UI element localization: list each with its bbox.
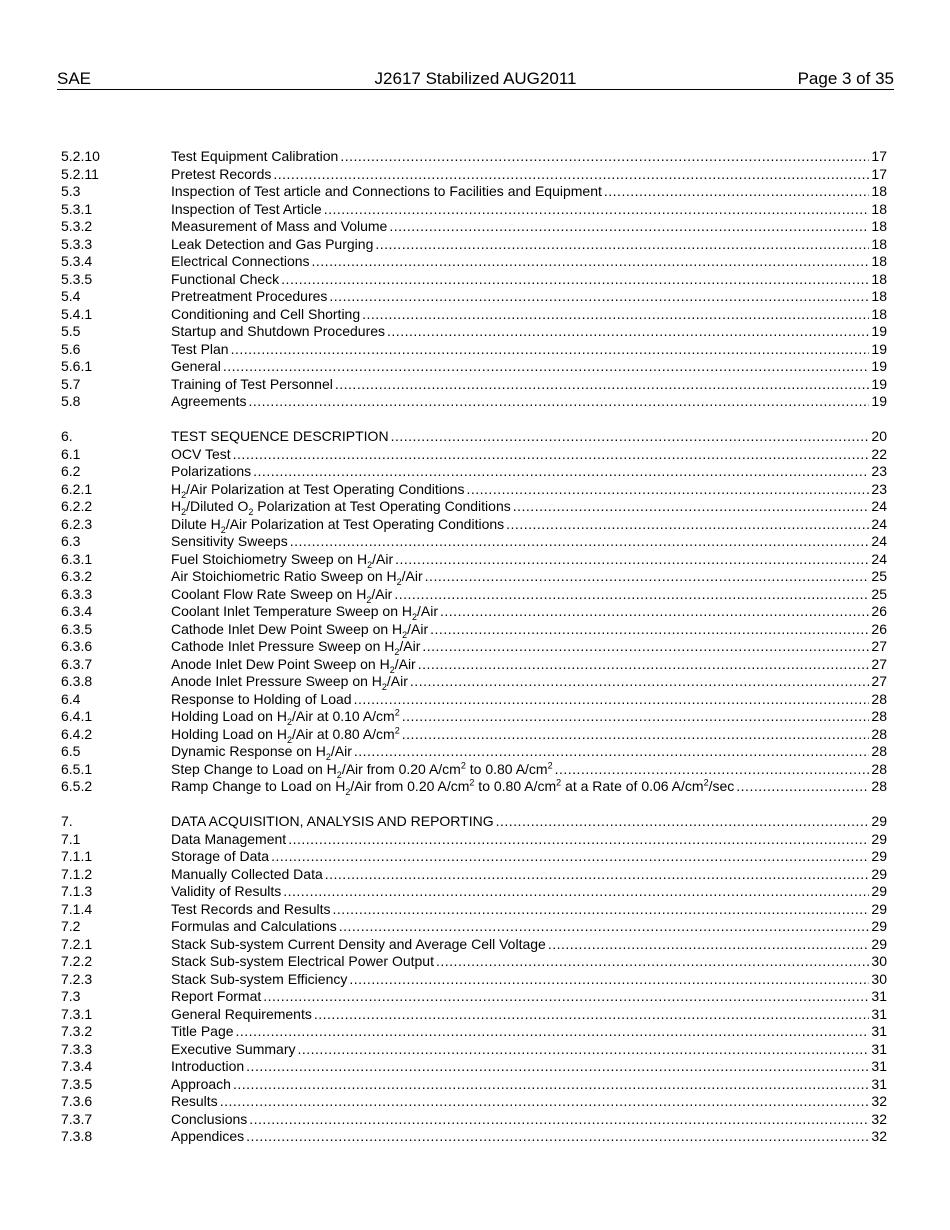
toc-entry-number: 7.1.4 <box>61 900 93 917</box>
dot-leader <box>436 953 869 971</box>
toc-entry-page: 32 <box>871 1110 887 1127</box>
dot-leader <box>362 306 869 324</box>
toc-entry-title: Step Change to Load on $H_2$/Air from 0.20 $A/cm^2$ to 0.80 $A/cm^2$ <box>171 759 553 780</box>
toc-entry-number: 6.2.2 <box>61 498 93 514</box>
dot-leader <box>281 271 869 289</box>
dot-leader <box>394 586 869 604</box>
toc-entry[interactable] <box>61 813 887 831</box>
dot-leader <box>283 883 869 901</box>
toc-entry-page: 28 <box>871 708 887 724</box>
dot-leader <box>513 498 870 516</box>
dot-leader <box>324 201 870 219</box>
toc-entry-page: 19 <box>871 393 887 409</box>
toc-entry-number: 5.3.2 <box>61 218 93 234</box>
toc-entry[interactable] <box>61 1128 887 1146</box>
toc-entry-number: 7.2 <box>61 918 81 934</box>
dot-leader <box>246 1058 869 1076</box>
toc-entry-title: Cathode Inlet Dew Point Sweep on $H_2$/Air <box>171 620 429 640</box>
toc-entry[interactable] <box>61 288 887 306</box>
toc-entry[interactable] <box>61 306 887 324</box>
toc-entry-page: 31 <box>871 1075 887 1092</box>
toc-entry[interactable] <box>61 393 887 411</box>
toc-entry-number: 7.3.8 <box>61 1128 93 1144</box>
dot-leader <box>496 813 870 831</box>
toc-entry[interactable] <box>61 183 887 201</box>
toc-entry-page: 18 <box>871 183 887 199</box>
toc-entry-page: 29 <box>871 865 887 882</box>
toc-entry[interactable] <box>61 446 887 464</box>
toc-entry[interactable] <box>61 271 887 289</box>
toc-entry-number: 6.2.1 <box>61 480 93 497</box>
toc-entry-number: 6. <box>61 428 73 444</box>
toc-entry[interactable] <box>61 428 887 446</box>
toc-entry-number: 5.6.1 <box>61 358 93 374</box>
toc-entry[interactable] <box>61 778 887 796</box>
toc-entry[interactable] <box>61 568 887 586</box>
toc-entry-title: Electrical Connections <box>171 253 310 269</box>
toc-entry-title: Report Format <box>171 988 262 1004</box>
dot-leader <box>333 901 870 919</box>
toc-entry-number: 7.3.7 <box>61 1110 93 1127</box>
toc-entry-title: Stack Sub-system Efficiency <box>171 970 348 987</box>
header-org: SAE <box>57 69 92 88</box>
dot-leader <box>387 323 869 341</box>
toc-entry-number: 5.8 <box>61 393 81 409</box>
toc-entry-number: 7.3.1 <box>61 1005 93 1022</box>
dot-leader <box>231 341 870 359</box>
toc-entry-number: 7.2.3 <box>61 970 93 987</box>
toc-entry-number: 7.3.6 <box>61 1093 93 1109</box>
toc-entry-title: Startup and Shutdown Procedures <box>171 323 386 339</box>
toc-entry[interactable] <box>61 691 887 709</box>
toc-entry-title: Training of Test Personnel <box>171 375 333 392</box>
toc-entry-page: 20 <box>871 428 887 444</box>
toc-entry[interactable] <box>61 831 887 849</box>
toc-entry-page: 18 <box>871 305 887 322</box>
toc-entry-title: $H_2$/Air Polarization at Test Operating Conditions <box>171 480 465 500</box>
toc-entry-number: 6.5 <box>61 743 81 759</box>
toc-entry-title: Approach <box>171 1075 231 1092</box>
toc-section <box>61 428 887 796</box>
dot-leader <box>290 533 870 551</box>
toc-entry-page: 27 <box>871 655 887 672</box>
toc-entry-title: Validity of Results <box>171 883 282 899</box>
toc-entry-title: Conclusions <box>171 1110 248 1127</box>
toc-entry-page: 31 <box>871 1023 887 1039</box>
toc-entry-number: 6.3.7 <box>61 655 93 672</box>
toc-entry[interactable] <box>61 656 887 674</box>
toc-entry-number: 7.1.2 <box>61 865 93 882</box>
header-doc-id: J2617 Stabilized AUG2011 <box>374 69 577 88</box>
toc-entry-title: Functional Check <box>171 270 280 287</box>
toc-entry[interactable] <box>61 463 887 481</box>
toc-entry-page: 17 <box>871 165 887 182</box>
dot-leader <box>349 971 869 989</box>
toc-entry-page: 29 <box>871 848 887 864</box>
toc-entry-title: Stack Sub-system Current Density and Average Cell Voltage <box>171 935 546 952</box>
toc-entry-page: 18 <box>871 288 887 304</box>
dot-leader <box>425 568 870 586</box>
dot-leader <box>391 428 870 446</box>
toc-entry-title: Conditioning and Cell Shorting <box>171 305 361 322</box>
toc-entry-number: 6.3.5 <box>61 620 93 637</box>
toc-entry-title: General Requirements <box>171 1005 312 1022</box>
toc-entry[interactable] <box>61 1023 887 1041</box>
toc-entry-number: 5.2.11 <box>61 165 99 182</box>
toc-entry[interactable] <box>61 761 887 779</box>
toc-entry[interactable] <box>61 148 887 166</box>
toc-entry[interactable] <box>61 481 887 499</box>
toc-entry[interactable] <box>61 901 887 919</box>
toc-entry[interactable] <box>61 586 887 604</box>
toc-entry-number: 7.3.5 <box>61 1075 93 1092</box>
toc-entry[interactable] <box>61 918 887 936</box>
dot-leader <box>325 866 870 884</box>
toc-entry-number: 6.4.1 <box>61 708 93 724</box>
toc-entry-number: 6.3.6 <box>61 638 93 654</box>
toc-entry-page: 30 <box>871 953 887 969</box>
toc-entry-title: OCV Test <box>171 445 231 462</box>
toc-entry-number: 6.5.1 <box>61 760 93 777</box>
toc-entry-page: 18 <box>871 253 887 269</box>
toc-entry-title: Leak Detection and Gas Purging <box>171 235 374 252</box>
toc-entry-title: Polarizations <box>171 463 252 479</box>
toc-entry-title: Measurement of Mass and Volume <box>171 218 388 234</box>
toc-entry-page: 18 <box>871 270 887 287</box>
toc-entry-page: 24 <box>871 515 887 532</box>
toc-entry[interactable] <box>61 988 887 1006</box>
dot-leader <box>220 1093 870 1111</box>
dot-leader <box>418 656 870 674</box>
toc-entry[interactable] <box>61 323 887 341</box>
dot-leader <box>263 988 869 1006</box>
dot-leader <box>288 831 869 849</box>
dot-leader <box>506 516 869 534</box>
toc-entry-page: 26 <box>871 620 887 637</box>
toc-entry-page: 28 <box>871 760 887 777</box>
toc-entry-number: 6.3 <box>61 533 81 549</box>
dot-leader <box>271 848 869 866</box>
toc-entry-title: Formulas and Calculations <box>171 918 337 934</box>
toc-entry-number: 5.7 <box>61 375 81 392</box>
toc-entry-number: 5.3.3 <box>61 235 93 252</box>
dot-leader <box>233 446 870 464</box>
toc-entry[interactable] <box>61 1041 887 1059</box>
toc-entry[interactable] <box>61 883 887 901</box>
toc-entry-title: TEST SEQUENCE DESCRIPTION <box>171 428 389 444</box>
dot-leader <box>335 376 870 394</box>
toc-entry-number: 6.1 <box>61 445 81 462</box>
dot-leader <box>736 778 869 796</box>
toc-entry-page: 32 <box>871 1093 887 1109</box>
toc-entry[interactable] <box>61 201 887 219</box>
dot-leader <box>246 1128 869 1146</box>
toc-entry[interactable] <box>61 1058 887 1076</box>
toc-entry-title: Executive Summary <box>171 1040 296 1057</box>
toc-entry-title: Anode Inlet Pressure Sweep on $H_2$/Air <box>171 673 408 692</box>
toc-entry-page: 28 <box>871 725 887 742</box>
toc-entry-page: 23 <box>871 480 887 497</box>
toc-entry-page: 24 <box>871 533 887 549</box>
toc-entry-title: Ramp Change to Load on $H_2$/Air from 0.20 $A/cm^2$ to 0.80 $A/cm^2$ at a Rate of 0.06 $A/cm^2/\sec$ <box>171 777 735 797</box>
dot-leader <box>236 1023 870 1041</box>
toc-entry-number: 5.6 <box>61 340 81 357</box>
toc-entry[interactable] <box>61 341 887 359</box>
toc-entry[interactable] <box>61 376 887 394</box>
toc-entry-number: 6.2.3 <box>61 515 93 532</box>
toc-entry-number: 6.3.3 <box>61 585 93 602</box>
toc-entry[interactable] <box>61 1111 887 1129</box>
toc-entry-number: 7. <box>61 813 73 829</box>
toc-entry[interactable] <box>61 218 887 236</box>
toc-entry-title: DATA ACQUISITION, ANALYSIS AND REPORTING <box>171 813 494 829</box>
toc-entry-title: $H_2$/Diluted $O_2$ Polarization at Test Operating Conditions <box>171 498 511 517</box>
toc-entry-title: Dynamic Response on $H_2$/Air <box>171 743 352 762</box>
dot-leader <box>340 148 869 166</box>
toc-entry[interactable] <box>61 1006 887 1024</box>
dot-leader <box>375 236 869 254</box>
toc-entry-number: 6.3.1 <box>61 550 93 567</box>
toc-entry-title: Anode Inlet Dew Point Sweep on $H_2$/Air <box>171 655 416 675</box>
toc-entry-title: Sensitivity Sweeps <box>171 533 288 549</box>
dot-leader <box>312 253 870 271</box>
toc-entry-page: 32 <box>871 1128 887 1144</box>
dot-leader <box>395 551 869 569</box>
toc-entry[interactable] <box>61 603 887 621</box>
toc-entry-title: Pretest Records <box>171 165 272 182</box>
toc-entry[interactable] <box>61 621 887 639</box>
toc-entry-title: Inspection of Test Article <box>171 200 322 217</box>
dot-leader <box>354 743 870 761</box>
dot-leader <box>354 691 870 709</box>
toc-entry-number: 6.4.2 <box>61 725 93 742</box>
toc-entry-title: Test Plan <box>171 340 229 357</box>
toc-entry-title: Agreements <box>171 393 247 409</box>
toc-section <box>61 813 887 1146</box>
toc-entry-page: 29 <box>871 830 887 847</box>
toc-entry[interactable] <box>61 743 887 761</box>
toc-entry-title: Holding Load on $H_2$/Air at 0.10 $A/cm^2$ <box>171 707 400 727</box>
toc-entry-title: Coolant Flow Rate Sweep on $H_2$/Air <box>171 585 393 605</box>
toc-entry-page: 31 <box>871 1005 887 1022</box>
toc-entry-page: 22 <box>871 445 887 462</box>
toc-entry-page: 24 <box>871 498 887 514</box>
dot-leader <box>430 621 869 639</box>
toc-entry[interactable] <box>61 971 887 989</box>
toc-entry-page: 28 <box>871 690 887 707</box>
toc-entry[interactable] <box>61 848 887 866</box>
toc-entry-number: 7.2.1 <box>61 935 93 952</box>
toc-entry-title: Dilute $H_2$/Air Polarization at Test Operating Conditions <box>171 515 505 535</box>
toc-entry-title: Test Equipment Calibration <box>171 148 339 164</box>
toc-entry[interactable] <box>61 1076 887 1094</box>
dot-leader <box>329 288 869 306</box>
dot-leader <box>249 1111 869 1129</box>
toc-entry[interactable] <box>61 498 887 516</box>
toc-entry-number: 6.5.2 <box>61 778 93 794</box>
dot-leader <box>248 393 869 411</box>
toc-entry-page: 19 <box>871 358 887 374</box>
dot-leader <box>410 673 870 691</box>
toc-entry-number: 7.3 <box>61 988 81 1004</box>
toc-entry-title: Test Records and Results <box>171 900 331 917</box>
toc-entry[interactable] <box>61 551 887 569</box>
toc-entry[interactable] <box>61 533 887 551</box>
toc-entry-page: 28 <box>871 743 887 759</box>
toc-entry-page: 26 <box>871 603 887 619</box>
toc-entry-number: 5.3 <box>61 183 81 199</box>
toc-entry[interactable] <box>61 726 887 744</box>
toc-entry[interactable] <box>61 516 887 534</box>
toc-entry-title: Holding Load on $H_2$/Air at 0.80 $A/cm^2$ <box>171 724 400 745</box>
toc-entry-title: Air Stoichiometric Ratio Sweep on $H_2$/Air <box>171 568 423 587</box>
toc-entry[interactable] <box>61 638 887 656</box>
toc-entry-number: 7.2.2 <box>61 953 93 969</box>
dot-leader <box>466 481 869 499</box>
dot-leader <box>314 1006 870 1024</box>
dot-leader <box>402 726 870 744</box>
toc-entry-title: Results <box>171 1093 218 1109</box>
toc-entry[interactable] <box>61 953 887 971</box>
toc-entry[interactable] <box>61 253 887 271</box>
toc-entry-page: 25 <box>871 585 887 602</box>
toc-entry-number: 5.5 <box>61 323 81 339</box>
toc-entry-page: 29 <box>871 900 887 917</box>
toc-entry-page: 18 <box>871 218 887 234</box>
toc-entry-page: 30 <box>871 970 887 987</box>
toc-entry-page: 31 <box>871 1058 887 1074</box>
toc-entry-title: Fuel Stoichiometry Sweep on $H_2$/Air <box>171 550 394 570</box>
dot-leader <box>273 166 869 184</box>
toc-entry[interactable] <box>61 673 887 691</box>
toc-entry-page: 27 <box>871 673 887 689</box>
toc-entry-page: 27 <box>871 638 887 654</box>
header-page-number: Page 3 of 35 <box>797 69 894 88</box>
toc-entry-page: 19 <box>871 340 887 357</box>
toc-entry-title: Appendices <box>171 1128 245 1144</box>
dot-leader <box>555 761 870 779</box>
toc-entry-title: Inspection of Test article and Connections to Facilities and Equipment <box>171 183 602 199</box>
toc-entry-page: 19 <box>871 375 887 392</box>
toc-entry-page: 29 <box>871 813 887 829</box>
toc-entry-number: 7.1.1 <box>61 848 93 864</box>
toc-entry[interactable] <box>61 866 887 884</box>
toc-entry-number: 5.2.10 <box>61 148 100 164</box>
toc-entry-page: 24 <box>871 550 887 567</box>
toc-entry-page: 17 <box>871 148 887 164</box>
toc-entry-number: 7.1.3 <box>61 883 93 899</box>
dot-leader <box>297 1041 869 1059</box>
toc-entry-title: Data Management <box>171 830 287 847</box>
toc-entry-title: Storage of Data <box>171 848 270 864</box>
toc-entry-title: Pretreatment Procedures <box>171 288 328 304</box>
toc-entry-number: 6.3.2 <box>61 568 93 584</box>
toc-entry-title: Introduction <box>171 1058 245 1074</box>
toc-entry-page: 31 <box>871 988 887 1004</box>
toc-entry-number: 6.3.4 <box>61 603 93 619</box>
toc-entry-page: 31 <box>871 1040 887 1057</box>
toc-entry-page: 19 <box>871 323 887 339</box>
toc-entry-number: 5.4 <box>61 288 81 304</box>
toc-entry-number: 7.3.2 <box>61 1023 93 1039</box>
toc-entry-page: 23 <box>871 463 887 479</box>
toc-entry-title: Cathode Inlet Pressure Sweep on $H_2$/Air <box>171 638 421 657</box>
toc-entry-title: Coolant Inlet Temperature Sweep on $H_2$/Air <box>171 603 439 622</box>
toc-entry-number: 7.3.3 <box>61 1040 93 1057</box>
toc-entry-page: 29 <box>871 918 887 934</box>
toc-entry-title: Manually Collected Data <box>171 865 323 882</box>
toc-entry-page: 25 <box>871 568 887 584</box>
toc-entry-number: 5.4.1 <box>61 305 93 322</box>
toc-entry-page: 18 <box>871 235 887 252</box>
page-header <box>57 69 894 90</box>
table-of-contents <box>61 148 887 1146</box>
toc-entry-page: 29 <box>871 883 887 899</box>
toc-entry-title: Stack Sub-system Electrical Power Output <box>171 953 434 969</box>
dot-leader <box>233 1076 869 1094</box>
dot-leader <box>440 603 869 621</box>
toc-entry-page: 18 <box>871 200 887 217</box>
toc-entry-number: 7.1 <box>61 830 81 847</box>
toc-entry-number: 5.3.5 <box>61 270 93 287</box>
dot-leader <box>604 183 870 201</box>
toc-section <box>61 148 887 411</box>
toc-entry-number: 5.3.1 <box>61 200 93 217</box>
toc-entry-number: 5.3.4 <box>61 253 93 269</box>
dot-leader <box>339 918 870 936</box>
toc-entry-title: Title Page <box>171 1023 234 1039</box>
toc-entry-number: 6.3.8 <box>61 673 93 689</box>
toc-entry-page: 28 <box>871 778 887 794</box>
toc-entry-number: 6.2 <box>61 463 81 479</box>
dot-leader <box>389 218 869 236</box>
dot-leader <box>223 358 870 376</box>
toc-entry[interactable] <box>61 936 887 954</box>
toc-entry[interactable] <box>61 236 887 254</box>
toc-entry-title: Response to Holding of Load <box>171 690 352 707</box>
toc-entry[interactable] <box>61 708 887 726</box>
toc-entry-number: 7.3.4 <box>61 1058 93 1074</box>
toc-entry[interactable] <box>61 1093 887 1111</box>
dot-leader <box>422 638 869 656</box>
toc-entry-title: General <box>171 358 221 374</box>
dot-leader <box>548 936 870 954</box>
toc-entry[interactable] <box>61 166 887 184</box>
toc-entry[interactable] <box>61 358 887 376</box>
dot-leader <box>253 463 869 481</box>
toc-entry-number: 6.4 <box>61 690 81 707</box>
dot-leader <box>402 708 870 726</box>
toc-entry-page: 29 <box>871 935 887 952</box>
